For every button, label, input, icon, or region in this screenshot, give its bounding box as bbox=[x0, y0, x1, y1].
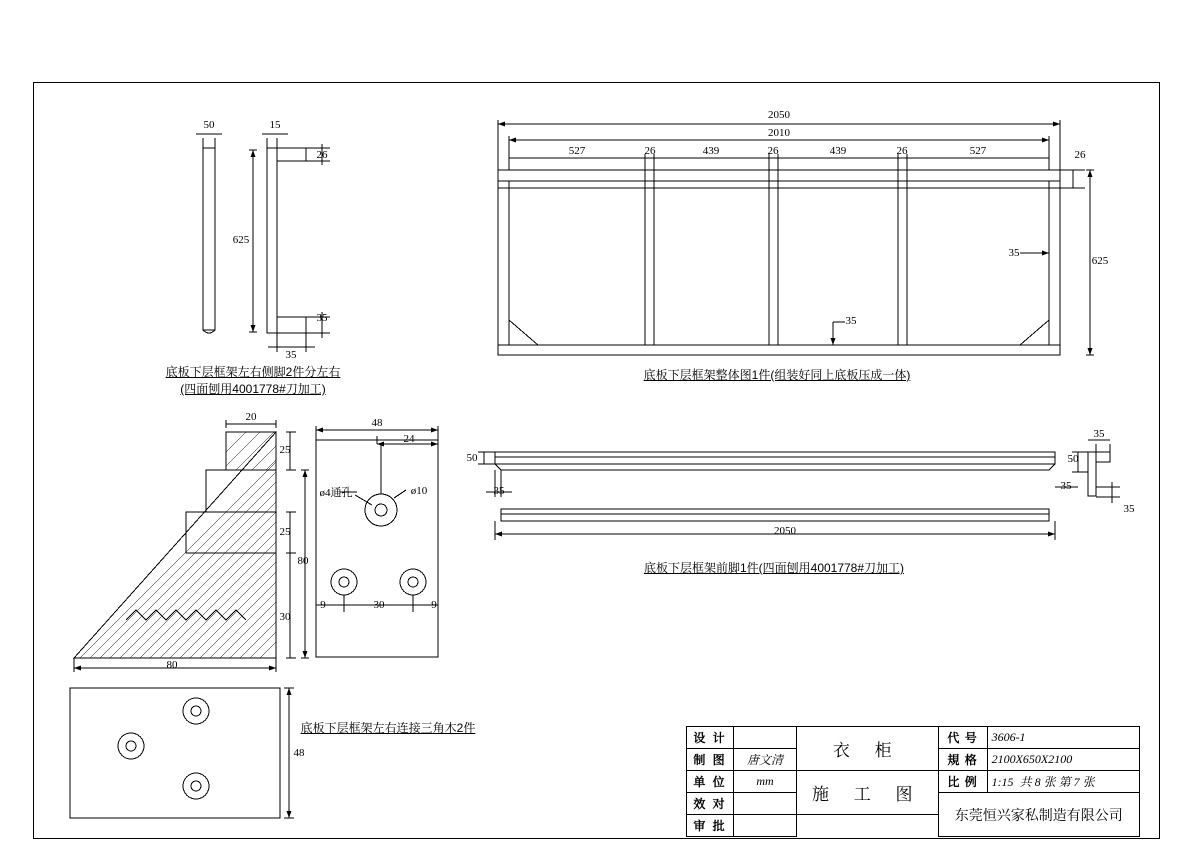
dim-asm-seg4: 527 bbox=[969, 145, 987, 157]
dim-front-r35c: 35 bbox=[1123, 503, 1135, 515]
title-block bbox=[686, 726, 1140, 837]
caption-assembly: 底板下层框架整体图1件(组装好同上底板压成一体) bbox=[643, 368, 911, 382]
dim-front-r35a: 35 bbox=[1093, 428, 1105, 440]
caption-front-leg: 底板下层框架前脚1件(四面刨用4001778#刀加工) bbox=[643, 561, 905, 575]
dim-tri-20: 20 bbox=[245, 411, 257, 423]
tb-company: 东莞恒兴家私制造有限公司 bbox=[938, 793, 1139, 837]
dim-tri-30: 30 bbox=[279, 611, 291, 623]
dim-plate-48: 48 bbox=[371, 417, 383, 429]
dim-front-2050: 2050 bbox=[774, 525, 796, 537]
tb-doc-type: 施 工 图 bbox=[797, 771, 939, 815]
dim-side-35: 35 bbox=[316, 312, 328, 324]
dim-front-50: 50 bbox=[466, 452, 478, 464]
dim-tri-25a: 25 bbox=[279, 444, 291, 456]
dim-plate-9a: 9 bbox=[320, 599, 326, 611]
dim-plate-d4: ø4通孔 bbox=[319, 487, 353, 499]
tb-key-scale: 比 例 bbox=[938, 771, 987, 793]
dim-asm-total: 2050 bbox=[768, 109, 790, 121]
dim-asm-gap2: 26 bbox=[767, 145, 779, 157]
tb-key-unit: 单 位 bbox=[687, 771, 734, 793]
dim-asm-gap1: 26 bbox=[644, 145, 656, 157]
dim-front-r50: 50 bbox=[1067, 453, 1079, 465]
dim-plate-9b: 9 bbox=[431, 599, 437, 611]
dim-plate-30: 30 bbox=[373, 599, 385, 611]
tb-val-code: 3606-1 bbox=[987, 727, 1139, 749]
dim-tri-25b: 25 bbox=[279, 526, 291, 538]
tb-key-check: 效 对 bbox=[687, 793, 734, 815]
tb-key-code: 代 号 bbox=[938, 727, 987, 749]
dim-asm-gap3: 26 bbox=[896, 145, 908, 157]
dim-asm-inner: 2010 bbox=[768, 127, 790, 139]
dim-plate-d10: ø10 bbox=[410, 485, 428, 497]
tb-val-scale: 1:15 共 8 张 第 7 张 bbox=[987, 771, 1139, 793]
tb-val-approve bbox=[734, 815, 797, 837]
tb-key-design: 设 计 bbox=[687, 727, 734, 749]
tb-val-design bbox=[734, 727, 797, 749]
dim-side-w35: 35 bbox=[285, 349, 297, 361]
caption-triangle: 底板下层框架左右连接三角木2件 bbox=[300, 721, 476, 735]
dim-front-r35b: 35 bbox=[1060, 480, 1072, 492]
tb-key-spec: 規 格 bbox=[938, 749, 987, 771]
dim-side-15: 15 bbox=[269, 119, 281, 131]
dim-side-26: 26 bbox=[316, 149, 328, 161]
dim-front-left35: 35 bbox=[493, 485, 505, 497]
dim-plate2-48: 48 bbox=[293, 747, 305, 759]
dim-tri-80h: 80 bbox=[297, 555, 309, 567]
caption-side-leg-line2: (四面刨用4001778#刀加工) bbox=[180, 382, 326, 396]
dim-asm-rail35: 35 bbox=[1008, 247, 1020, 259]
dim-asm-seg3: 439 bbox=[829, 145, 847, 157]
tb-product-name: 衣 柜 bbox=[797, 727, 939, 771]
tb-val-spec: 2100X650X2100 bbox=[987, 749, 1139, 771]
tb-key-drawn: 制 图 bbox=[687, 749, 734, 771]
dim-side-50: 50 bbox=[203, 119, 215, 131]
tb-val-drawn: 唐文清 bbox=[734, 749, 797, 771]
tb-key-approve: 审 批 bbox=[687, 815, 734, 837]
caption-side-leg-line1: 底板下层框架左右侧脚2件分左右 bbox=[165, 365, 341, 379]
dim-asm-625: 625 bbox=[1091, 255, 1109, 267]
dim-plate-24: 24 bbox=[403, 433, 415, 445]
dim-tri-80w: 80 bbox=[166, 659, 178, 671]
dim-asm-26r: 26 bbox=[1074, 149, 1086, 161]
dim-side-625: 625 bbox=[232, 234, 250, 246]
tb-val-check bbox=[734, 793, 797, 815]
dim-asm-bottom35: 35 bbox=[845, 315, 857, 327]
dim-asm-seg2: 439 bbox=[702, 145, 720, 157]
tb-val-unit: mm bbox=[734, 771, 797, 793]
dim-asm-seg1: 527 bbox=[568, 145, 586, 157]
